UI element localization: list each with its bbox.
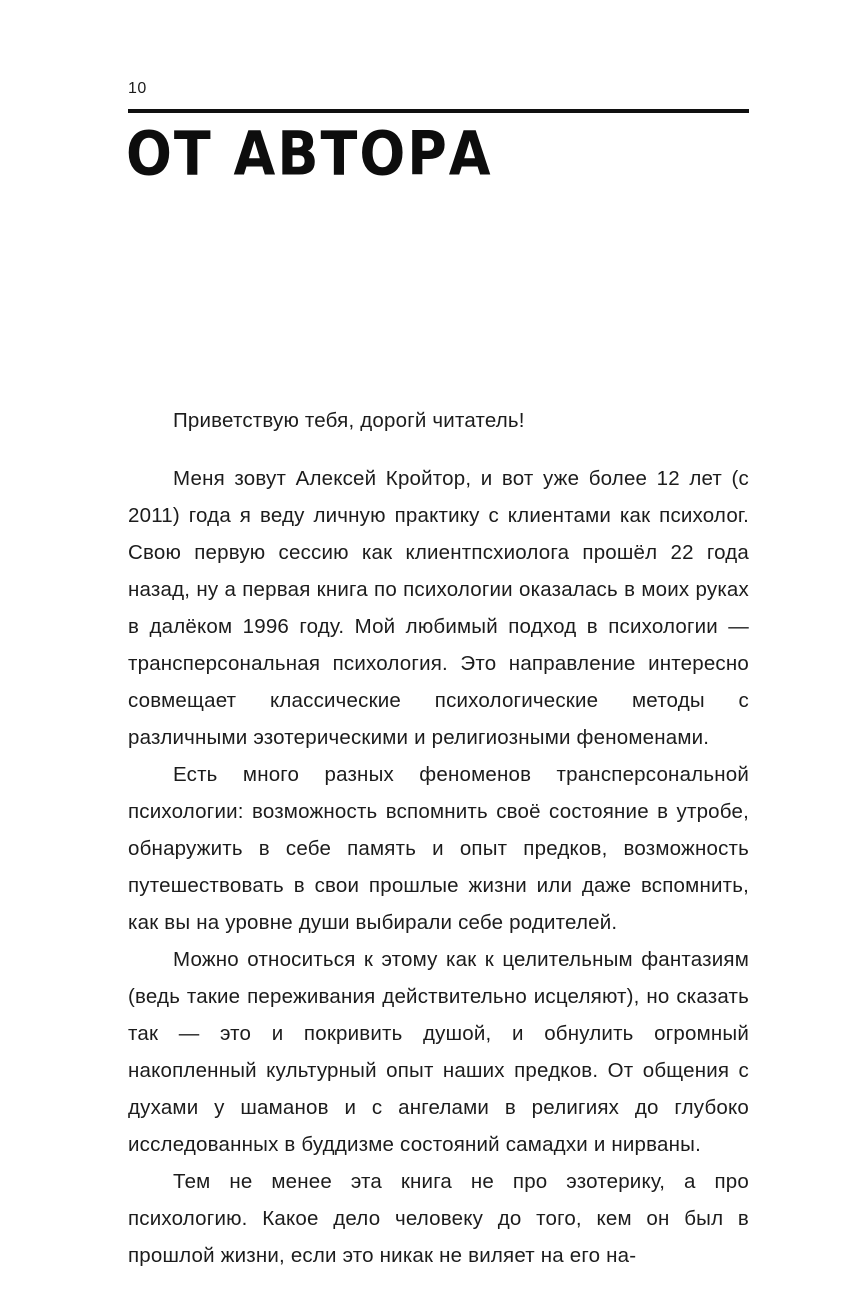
paragraph-salutation: Приветствую тебя, дорогй читатель! — [173, 409, 525, 432]
page-number: 10 — [128, 80, 147, 97]
chapter-title: ОТ АВТОРА — [126, 118, 493, 189]
paragraph: Можно относиться к этому как к целительным фантазиям (ведь такие переживания действительно исцеляют), но сказать так — это и покривить душой, и обнулить огромный накопленный культурный опыт наших предков. От общения с духами у шаманов и с ангелами в религиях до глубоко исследованных в буддизме состояний самадхи и нирваны. — [128, 948, 749, 1156]
paragraph: Меня зовут Алексей Кройтор, и вот уже более 12 лет (с 2011) года я веду личную практику с клиентами как психолог. Свою первую сессию как клиентпсхиолога прошёл 22 года назад, ну а первая книга по психологии оказалась в моих руках в далёком 1996 году. Мой любимый подход в психологии — трансперсональная психология. Это направление интересно совмещает классические психологические методы с различными эзотерическими и религиозными феноменами. — [128, 467, 749, 749]
body-text — [128, 402, 749, 1274]
paragraph: Тем не менее эта книга не про эзотерику, а про психологию. Какое дело человеку до того, кем он был в прошлой жизни, если это никак не виляет на его на- — [128, 1170, 749, 1267]
header-rule — [128, 109, 749, 113]
paragraph: Есть много разных феноменов трансперсональной психологии: возможность вспомнить своё состояние в утробе, обнаружить в себе память и опыт предков, возможность путешествовать в свои прошлые жизни или даже вспомнить, как вы на уровне души выбирали себе родителей. — [128, 763, 749, 934]
